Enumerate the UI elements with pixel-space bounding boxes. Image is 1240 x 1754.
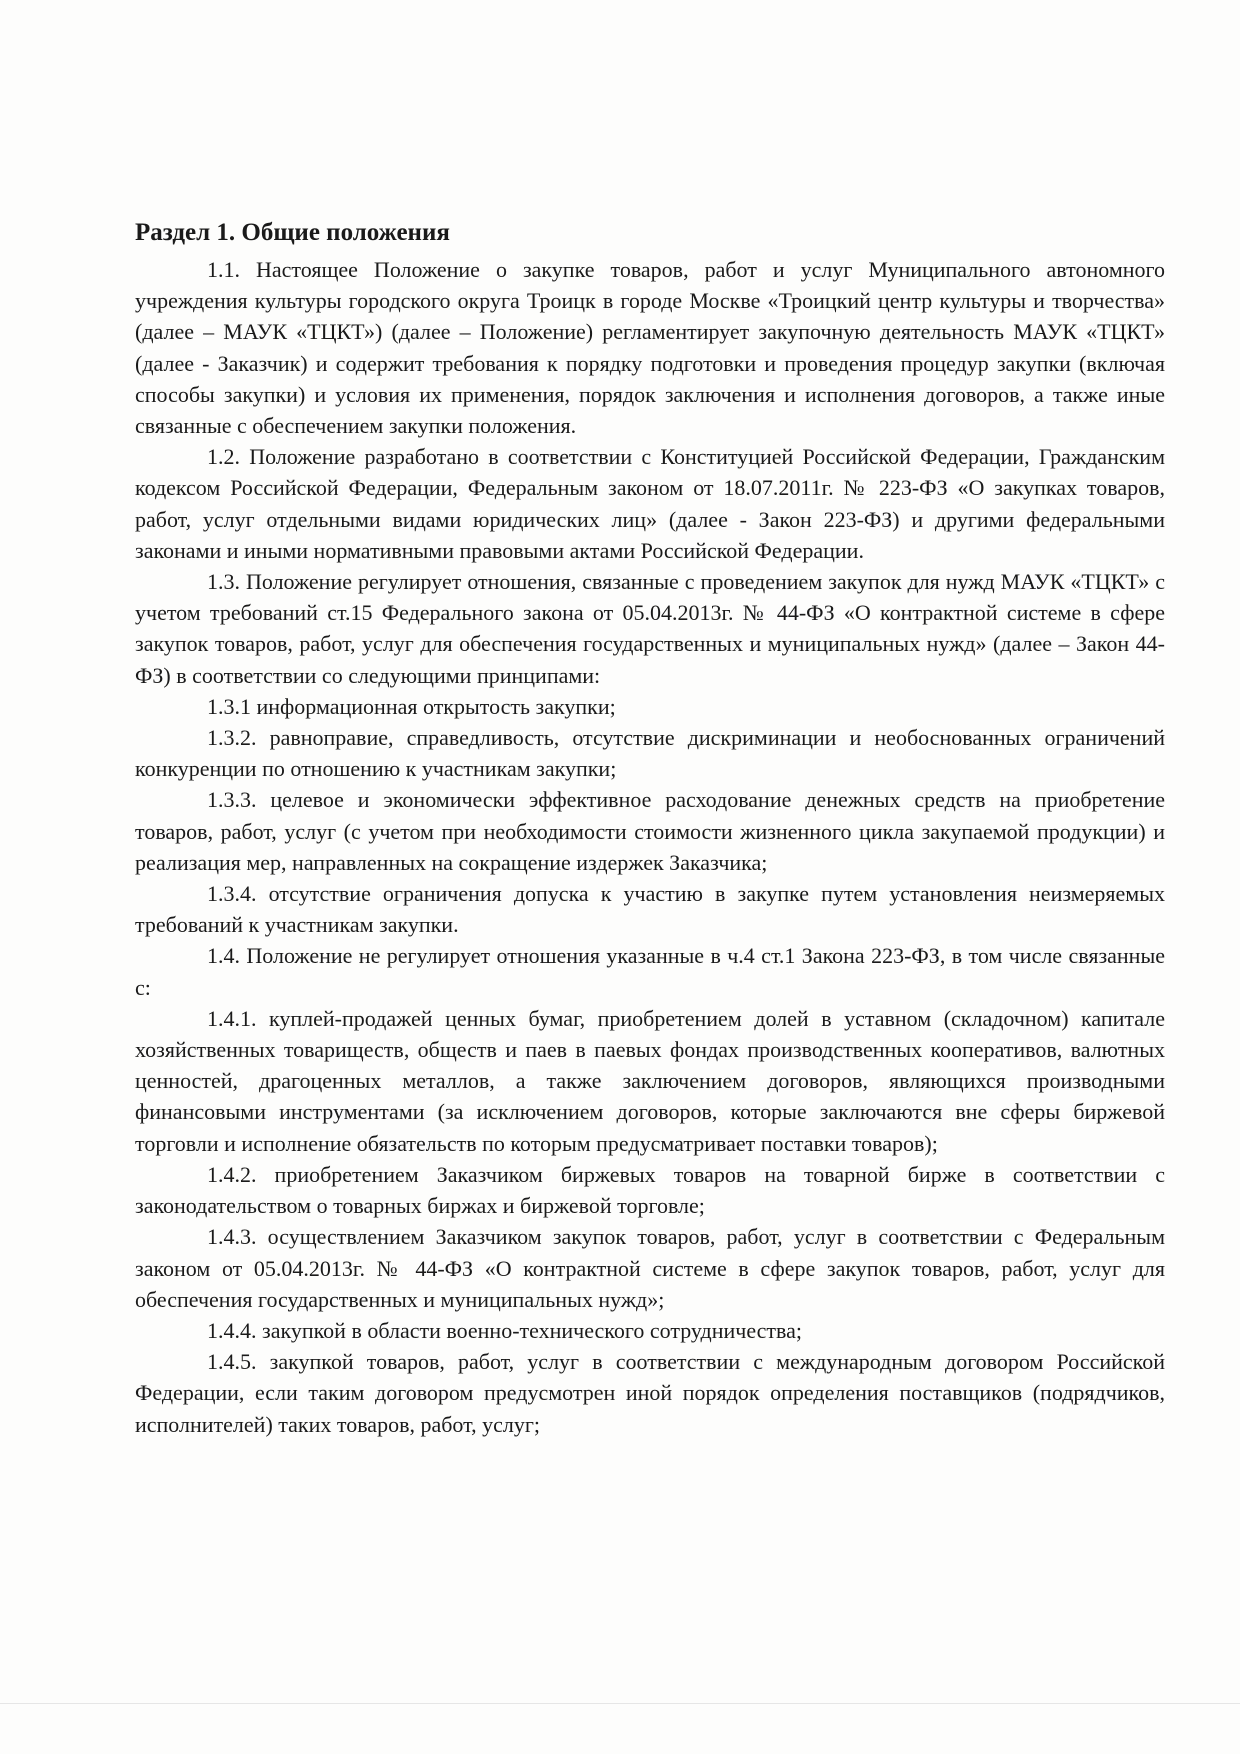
paragraph-1-4: 1.4. Положение не регулирует отношения указанные в ч.4 ст.1 Закона 223-ФЗ, в том числе связанные с:	[135, 943, 1165, 1000]
paragraph-1-4-3: 1.4.3. осуществлением Заказчиком закупок товаров, работ, услуг в соответствии с Федеральным законом от 05.04.2013г. № 44-ФЗ «О контрактной системе в сфере закупок товаров, работ, услуг для обеспечения государственных и муниципальных нужд»;	[135, 1224, 1165, 1312]
scan-edge-line	[0, 1703, 1240, 1704]
paragraph-1-1: 1.1. Настоящее Положение о закупке товаров, работ и услуг Муниципального автономного учреждения культуры городского округа Троицк в городе Москве «Троицкий центр культуры и творчества» (далее – МАУК «ТЦКТ») (далее – Положение) регламентирует закупочную деятельность МАУК «ТЦКТ» (далее - Заказчик) и содержит требования к порядку подготовки и проведения процедур закупки (включая способы закупки) и условия их применения, порядок заключения и исполнения договоров, а также иные связанные с обеспечением закупки положения.	[135, 257, 1165, 439]
paragraph-1-4-5: 1.4.5. закупкой товаров, работ, услуг в соответствии с международным договором Российской Федерации, если таким договором предусмотрен иной порядок определения поставщиков (подрядчиков, исполнителей) таких товаров, работ, услуг;	[135, 1349, 1165, 1437]
paragraph-1-4-2: 1.4.2. приобретением Заказчиком биржевых товаров на товарной бирже в соответствии с законодательством о товарных биржах и биржевой торговле;	[135, 1161, 1165, 1219]
paragraph-1-3-1: 1.3.1 информационная открытость закупки;	[207, 693, 616, 719]
paragraph-1-3-4: 1.3.4. отсутствие ограничения допуска к участию в закупке путем установления неизмеряемых требований к участникам закупки.	[135, 881, 1165, 938]
paragraph-1-3-3: 1.3.3. целевое и экономически эффективное расходование денежных средств на приобретение товаров, работ, услуг (с учетом при необходимости стоимости жизненного цикла закупаемой продукции) и реализация мер, направленных на сокращение издержек Заказчика;	[135, 787, 1165, 875]
document-body	[135, 216, 1165, 1440]
paragraph-1-2: 1.2. Положение разработано в соответствии с Конституцией Российской Федерации, Гражданским кодексом Российской Федерации, Федеральным законом от 18.07.2011г. № 223-ФЗ «О закупках товаров, работ, услуг отдельными видами юридических лиц» (далее - Закон 223-ФЗ) и другими федеральными законами и иными нормативными правовыми актами Российской Федерации.	[135, 444, 1165, 563]
paragraph-1-4-4: 1.4.4. закупкой в области военно-технического сотрудничества;	[207, 1317, 802, 1343]
paragraph-1-3: 1.3. Положение регулирует отношения, связанные с проведением закупок для нужд МАУК «ТЦКТ» с учетом требований ст.15 Федерального закона от 05.04.2013г. № 44-ФЗ «О контрактной системе в сфере закупок товаров, работ, услуг для обеспечения государственных и муниципальных нужд» (далее – Закон 44-ФЗ) в соответствии со следующими принципами:	[135, 569, 1165, 688]
paragraph-1-3-2: 1.3.2. равноправие, справедливость, отсутствие дискриминации и необоснованных ограничений конкуренции по отношению к участникам закупки;	[135, 725, 1165, 782]
section-heading: Раздел 1. Общие положения	[135, 219, 450, 246]
paragraph-1-4-1: 1.4.1. куплей-продажей ценных бумаг, приобретением долей в уставном (складочном) капитале хозяйственных товариществ, обществ и паев в паевых фондах производственных кооперативов, валютных ценностей, драгоценных металлов, а также заключением договоров, являющихся производными финансовыми инструментами (за исключением договоров, которые заключаются вне сферы биржевой торговли и исполнение обязательств по которым предусматривает поставки товаров);	[135, 1005, 1165, 1156]
